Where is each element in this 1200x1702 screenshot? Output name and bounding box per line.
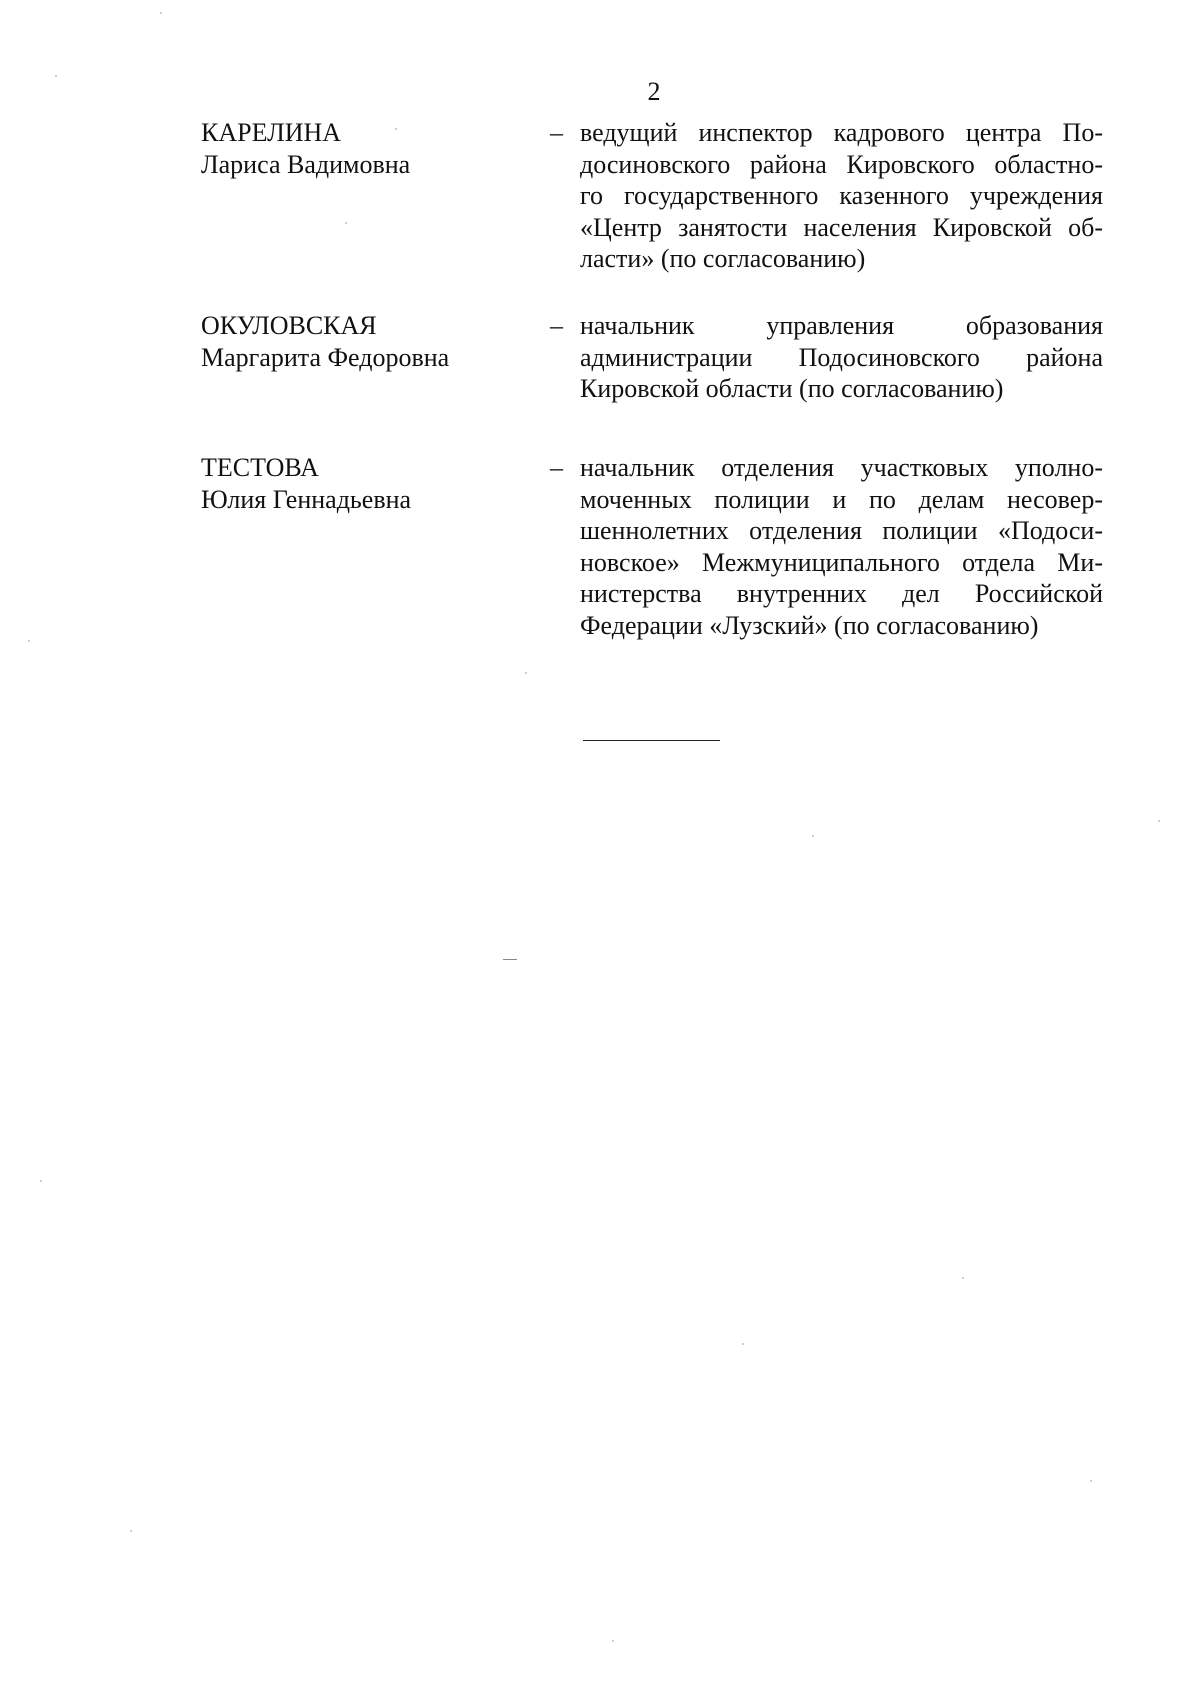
position-line: «Центр занятости населения Кировской об- <box>580 212 1103 242</box>
scan-mark <box>503 959 517 960</box>
member-surname: КАРЕЛИНА <box>201 118 342 147</box>
dash-separator: – <box>550 453 563 482</box>
member-given-name: Маргарита Федоровна <box>201 342 450 372</box>
dash-separator: – <box>550 118 563 147</box>
scan-speck <box>1090 1480 1092 1482</box>
scan-speck <box>395 128 397 130</box>
scan-speck <box>345 222 347 224</box>
position-line: новское» Межмуниципального отдела Ми- <box>580 547 1103 577</box>
scan-speck <box>40 1180 42 1182</box>
scan-speck <box>812 835 814 837</box>
scan-speck <box>525 672 527 674</box>
member-position <box>580 452 1103 641</box>
dash-separator: – <box>550 311 563 340</box>
member-position <box>580 310 1103 405</box>
scan-speck <box>742 1343 744 1345</box>
position-line: нистерства внутренних дел Российской <box>580 579 1103 608</box>
position-line: ведущий инспектор кадрового центра По- <box>580 118 1103 147</box>
page-number: 2 <box>647 77 661 106</box>
member-surname: ТЕСТОВА <box>201 453 319 482</box>
member-given-name: Юлия Геннадьевна <box>201 484 412 514</box>
member-name <box>201 310 501 373</box>
scan-speck <box>55 75 57 77</box>
scan-speck <box>130 1530 132 1532</box>
member-position <box>580 117 1103 275</box>
closing-rule <box>583 740 720 741</box>
scan-speck <box>160 12 162 14</box>
member-name <box>201 452 501 515</box>
scan-speck <box>1158 820 1160 822</box>
position-line: администрации Подосиновского района <box>580 342 1103 372</box>
scan-speck <box>962 1277 964 1279</box>
member-given-name: Лариса Вадимовна <box>201 149 411 179</box>
position-line: начальник управления образования <box>580 311 1103 340</box>
position-line: го государственного казенного учреждения <box>580 181 1103 210</box>
member-surname: ОКУЛОВСКАЯ <box>201 311 377 340</box>
scan-speck <box>28 640 30 642</box>
position-line: Федерации «Лузский» (по согласованию) <box>580 610 1039 640</box>
position-line: начальник отделения участковых уполно- <box>580 453 1103 482</box>
position-line: досиновского района Кировского областно- <box>580 149 1103 179</box>
scan-speck <box>612 1640 614 1642</box>
position-line: Кировской области (по согласованию) <box>580 374 1004 403</box>
position-line: шеннолетних отделения полиции «Подоси- <box>580 516 1103 545</box>
member-name <box>201 117 501 180</box>
position-line: ласти» (по согласованию) <box>580 244 866 273</box>
position-line: моченных полиции и по делам несовер- <box>580 484 1103 514</box>
